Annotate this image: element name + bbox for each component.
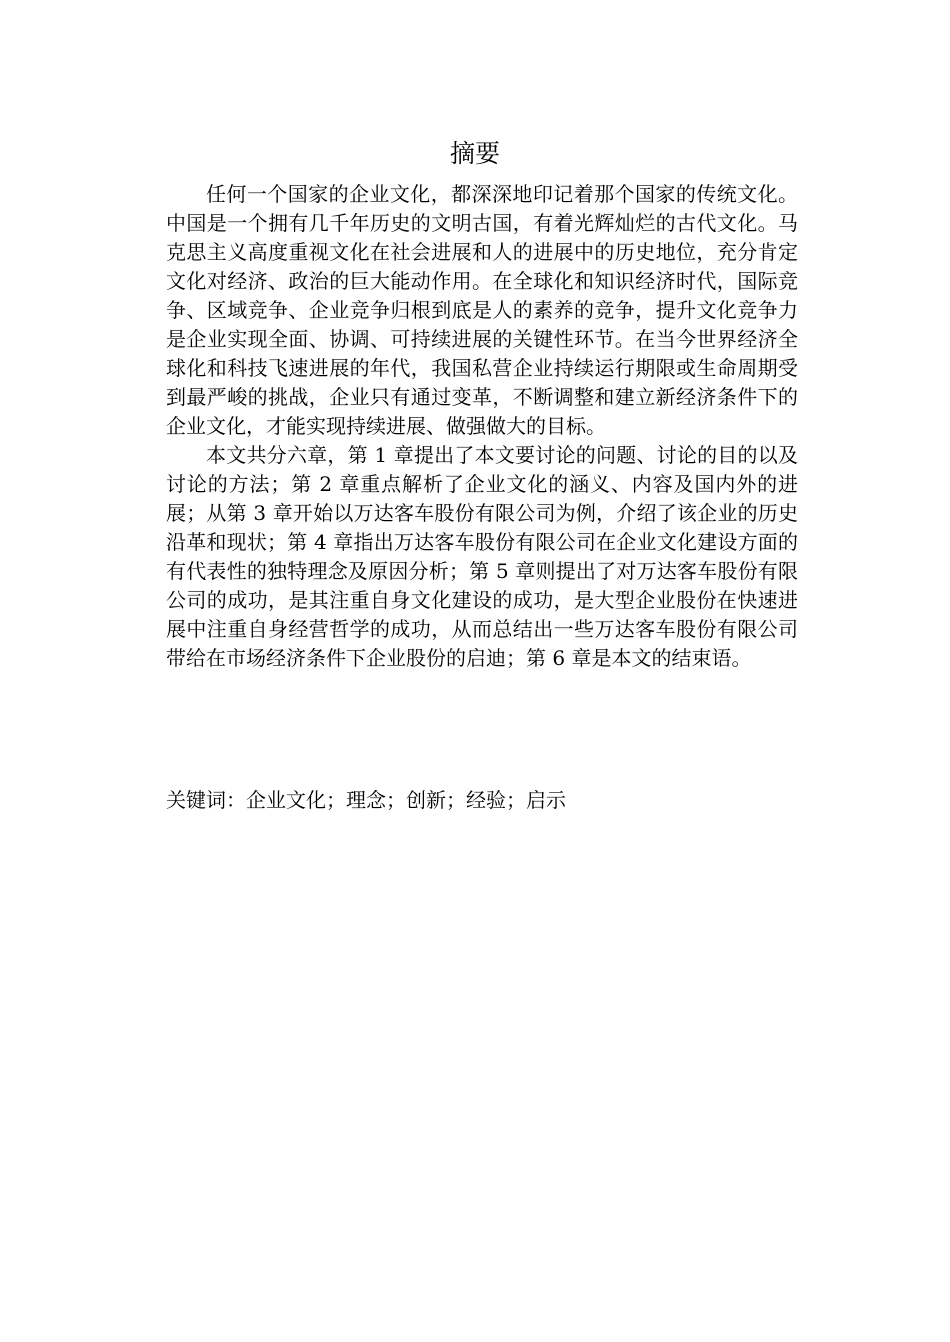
keywords-line: [166, 786, 798, 815]
abstract-paragraph-2: 本文共分六章，第 1 章提出了本文要讨论的问题、讨论的目的以及讨论的方法；第 2 章重点解析了企业文化的涵义、内容及国内外的进展；从第 3 章开始以万达客车股份有限公司为例，介绍了该企业的历史沿革和现状；第 4 章指出万达客车股份有限公司在企业文化建设方面的有代表性的独特理念及原因分析；第 5 章则提出了对万达客车股份有限公司的成功，是其注重自身文化建设的成功，是大型企业股份在快速进展中注重自身经营哲学的成功，从而总结出一些万达客车股份有限公司带给在市场经济条件下企业股份的启迪；第 6 章是本文的结束语。: [166, 443, 798, 670]
page-title: 摘要: [449, 139, 500, 168]
keywords-value: 企业文化；理念；创新；经验；启示: [246, 788, 566, 812]
abstract-paragraph-1: 任何一个国家的企业文化，都深深地印记着那个国家的传统文化。中国是一个拥有几千年历史的文明古国，有着光辉灿烂的古代文化。马克思主义高度重视文化在社会进展和人的进展中的历史地位，充分肯定文化对经济、政治的巨大能动作用。在全球化和知识经济时代，国际竞争、区域竞争、企业竞争归根到底是人的素养的竞争，提升文化竞争力是企业实现全面、协调、可持续进展的关键性环节。在当今世界经济全球化和科技飞速进展的年代，我国私营企业持续运行期限或生命周期受到最严峻的挑战，企业只有通过变革，不断调整和建立新经济条件下的企业文化，才能实现持续进展、做强做大的目标。: [166, 182, 798, 438]
abstract-body: [166, 180, 798, 673]
keywords-label: 关键词：: [166, 788, 246, 812]
